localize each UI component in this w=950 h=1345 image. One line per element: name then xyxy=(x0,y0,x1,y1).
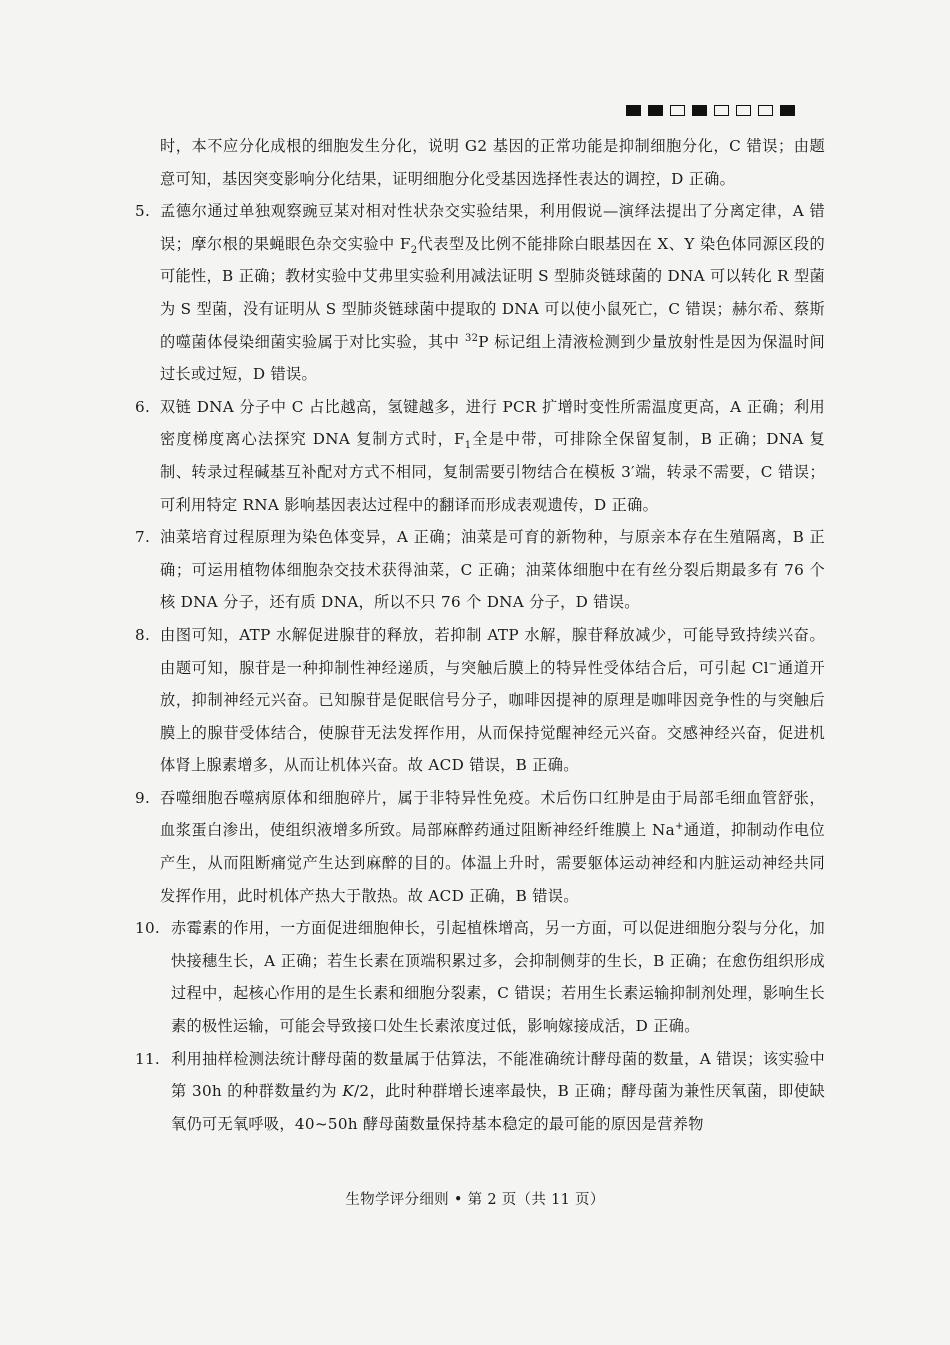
text-run: 1 xyxy=(464,440,472,452)
answer-item xyxy=(135,1043,825,1141)
filled-square-mark xyxy=(692,105,707,116)
filled-square-mark xyxy=(648,105,663,116)
answer-number: 8. xyxy=(135,625,151,644)
empty-square-mark xyxy=(714,105,729,116)
empty-square-mark xyxy=(736,105,751,116)
answer-content xyxy=(135,130,825,1140)
empty-square-mark xyxy=(758,105,773,116)
answer-text xyxy=(171,1043,825,1141)
answer-number: 11. xyxy=(135,1049,161,1068)
answer-item xyxy=(135,521,825,619)
text-run: 由图可知，ATP 水解促进腺苷的释放，若抑制 ATP 水解，腺苷释放减少，可能导致持续兴奋。由题可知，腺苷是一种抑制性神经递质，与突触后膜上的特异性受体结合后，可引起 Cl xyxy=(160,625,825,677)
continuation-paragraph: 时，本不应分化成根的细胞发生分化，说明 G2 基因的正常功能是抑制细胞分化，C 错误；由题意可知，基因突变影响分化结果，证明细胞分化受基因选择性表达的调控，D 正确。 xyxy=(160,137,825,188)
answer-text xyxy=(160,782,825,912)
text-run: 32 xyxy=(464,332,479,344)
answer-item xyxy=(135,782,825,912)
text-run: 吞噬细胞吞噬病原体和细胞碎片，属于非特异性免疫。术后伤口红肿是由于局部毛细血管舒张，血浆蛋白渗出，使组织液增多所致。局部麻醉药通过阻断神经纤维膜上 Na xyxy=(160,788,825,840)
answer-text xyxy=(160,391,825,521)
answer-text xyxy=(160,619,825,782)
filled-square-mark xyxy=(626,105,641,116)
answer-item xyxy=(135,391,825,521)
header-marks xyxy=(626,105,795,116)
text-run: + xyxy=(675,821,684,833)
answer-item xyxy=(135,619,825,782)
answer-number: 9. xyxy=(135,788,151,807)
text-run: 孟德尔通过单独观察豌豆某对相对性状杂交实验结果，利用假说—演绎法提出了分离定律，A 错误；摩尔根的果蝇眼色杂交实验中 F xyxy=(160,202,825,253)
text-run: 通道开放，抑制神经元兴奋。已知腺苷是促眠信号分子，咖啡因提神的原理是咖啡因竞争性的与突触后膜上的腺苷受体结合，使腺苷无法发挥作用，从而保持觉醒神经元兴奋。交感神经兴奋，促进机体肾上腺素增多，从而让机体兴奋。故 ACD 错误，B 正确。 xyxy=(160,658,825,775)
text-run: − xyxy=(768,658,778,670)
text-run: P 标记组上清液检测到少量放射性是因为保温时间过长或过短，D 错误。 xyxy=(160,332,825,384)
text-run: 双链 DNA 分子中 C 占比越高，氢键越多，进行 PCR 扩增时变性所需温度更高，A 正确；利用密度梯度离心法探究 DNA 复制方式时，F xyxy=(160,397,825,449)
text-run: K xyxy=(342,1082,354,1101)
text-run: 代表型及比例不能排除白眼基因在 X、Y 染色体同源区段的可能性，B 正确；教材实验中艾弗里实验利用减法证明 S 型肺炎链球菌的 DNA 可以转化 R 型菌为 S 型菌，没有证明从 S 型肺炎链球菌中提取的 DNA 可以使小鼠死亡，C 错误；赫尔希、蔡斯的噬菌体侵染细菌实验属于对比实验，其中 xyxy=(160,234,825,351)
text-run: 赤霉素的作用，一方面促进细胞伸长，引起植株增高，另一方面，可以促进细胞分裂与分化，加快接穗生长，A 正确；若生长素在顶端积累过多，会抑制侧芽的生长，B 正确；在愈伤组织形成过程中，起核心作用的是生长素和细胞分裂素，C 错误；若用生长素运输抑制剂处理，影响生长素的极性运输，可能会导致接口处生长素浓度过低，影响嫁接成活，D 正确。 xyxy=(171,919,825,1036)
answer-number: 7. xyxy=(135,528,151,547)
text-run: 2 xyxy=(410,244,418,256)
text-run: /2，此时种群增长速率最快，B 正确；酵母菌为兼性厌氧菌，即使缺氧仍可无氧呼吸，40~50h 酵母菌数量保持基本稳定的最可能的原因是营养物 xyxy=(171,1082,825,1133)
answer-number: 10. xyxy=(135,919,161,938)
filled-square-mark xyxy=(780,105,795,116)
answer-list xyxy=(135,195,825,1140)
answer-number: 5. xyxy=(135,202,151,221)
page-footer: 生物学评分细则 • 第 2 页（共 11 页） xyxy=(345,1192,605,1208)
text-run: 通道，抑制动作电位产生，从而阻断痛觉产生达到麻醉的目的。体温上升时，需要躯体运动神经和内脏运动神经共同发挥作用，此时机体产热大于散热。故 ACD 正确，B 错误。 xyxy=(160,821,826,905)
answer-item xyxy=(135,912,825,1042)
text-run: 全是中带，可排除全保留复制，B 正确；DNA 复制、转录过程碱基互补配对方式不相同，复制需要引物结合在模板 3′端，转录不需要，C 错误；可利用特定 RNA 影响基因表达过程中的翻译而形成表观遗传，D 正确。 xyxy=(160,430,825,514)
answer-number: 6. xyxy=(135,397,151,416)
answer-text xyxy=(160,521,825,619)
answer-item xyxy=(135,195,825,391)
text-run: 利用抽样检测法统计酵母菌的数量属于估算法，不能准确统计酵母菌的数量，A 错误；该实验中第 30h 的种群数量约为 xyxy=(171,1049,825,1101)
text-run: 油菜培育过程原理为染色体变异，A 正确；油菜是可育的新物种，与原亲本存在生殖隔离，B 正确；可运用植物体细胞杂交技术获得油菜，C 正确；油菜体细胞中在有丝分裂后期最多有 76 个核 DNA 分子，还有质 DNA，所以不只 76 个 DNA 分子，D 错误。 xyxy=(160,528,825,612)
answer-text xyxy=(171,912,825,1042)
empty-square-mark xyxy=(670,105,685,116)
answer-text xyxy=(160,195,825,391)
